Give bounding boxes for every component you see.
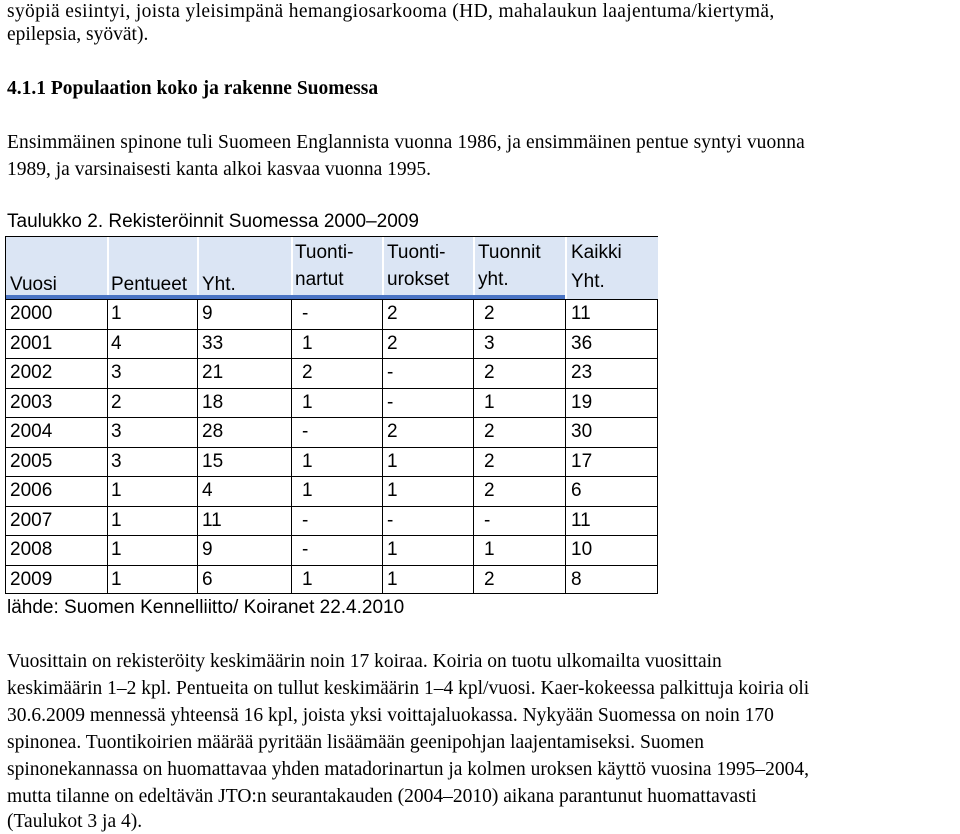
paragraph-2-line-3: 30.6.2009 mennessä yhteensä 16 kpl, joista yksi voittajaluokassa. Nykyään Suomessa on noin 170 (7, 705, 774, 726)
header-total-line2: Yht. (202, 274, 236, 295)
table-cell: 6 (571, 480, 582, 501)
table-cell: 3 (484, 332, 495, 354)
table-row (6, 476, 657, 505)
table-cell: 4 (111, 332, 122, 354)
header-all-total-line2: Yht. (571, 271, 605, 292)
table-cell: 2 (484, 362, 495, 383)
table-cell: 2000 (10, 303, 53, 324)
table-cell: 1 (111, 480, 122, 501)
table-cell: 2 (484, 303, 495, 324)
table-row (6, 299, 657, 328)
paragraph-1-line-2: 1989, ja varsinaisesti kanta alkoi kasvaa vuonna 1995. (7, 159, 432, 180)
table-cell: 1 (302, 568, 313, 590)
table-cell: 2 (484, 421, 495, 442)
table-cell: 28 (202, 421, 224, 442)
table-row (6, 358, 657, 387)
table-cell: 11 (571, 303, 591, 324)
table-cell: 2 (387, 303, 398, 324)
table-cell: 1 (302, 480, 313, 501)
table-cell: 2001 (10, 332, 53, 354)
table-cell: 2 (484, 450, 495, 472)
table-cell: 2 (484, 568, 495, 590)
table-cell: 2 (302, 362, 313, 383)
table-cell: - (302, 539, 309, 560)
header-imports-total-line1: Tuonnit (478, 242, 541, 263)
table-cell: 1 (387, 568, 398, 590)
table-cell: 9 (202, 539, 213, 560)
header-year-line2: Vuosi (10, 274, 57, 295)
table-source: lähde: Suomen Kennelliitto/ Koiranet 22.4.2010 (7, 597, 405, 618)
table-cell: 11 (571, 509, 591, 531)
table-cell: 6 (202, 568, 213, 590)
table-row (6, 535, 657, 564)
table-row (6, 447, 657, 476)
table-cell: 2 (111, 391, 122, 413)
table-cell: 21 (202, 362, 224, 383)
table-cell: 23 (571, 362, 593, 383)
paragraph-2-line-7: (Taulukot 3 ja 4). (7, 811, 143, 832)
registrations-table (5, 236, 658, 594)
header-litters-line2: Pentueet (111, 274, 188, 295)
table-cell: 15 (202, 450, 224, 472)
header-all-total-line1: Kaikki (571, 242, 622, 263)
table-cell: 2 (387, 421, 398, 442)
paragraph-2-line-5: spinonekannassa on huomattavaa yhden matadorinartun ja kolmen uroksen käyttö vuosina 1995–2004, (7, 759, 810, 780)
table-cell: 1 (302, 450, 313, 472)
table-cell: 1 (387, 450, 398, 472)
table-cell: 1 (484, 391, 495, 413)
table-cell: 30 (571, 421, 593, 442)
table-cell: - (387, 391, 394, 413)
header-import-males-line2: urokset (387, 269, 450, 290)
table-cell: 3 (111, 362, 122, 383)
table-cell: 2004 (10, 421, 53, 442)
table-cell: 1 (111, 539, 122, 560)
table-row (6, 417, 657, 446)
table-cell: 1 (484, 539, 495, 560)
table-cell: - (302, 303, 309, 324)
table-caption: Taulukko 2. Rekisteröinnit Suomessa 2000–2009 (7, 211, 419, 232)
intro-line-2: epilepsia, syövät). (7, 24, 149, 45)
header-import-females-line1: Tuonti- (295, 242, 354, 263)
header-imports-total-line2: yht. (478, 269, 509, 290)
table-cell: 1 (302, 332, 313, 354)
table-cell: 11 (202, 509, 222, 531)
paragraph-1-line-1: Ensimmäinen spinone tuli Suomeen Englannista vuonna 1986, ja ensimmäinen pentue syntyi vuonna (7, 132, 805, 153)
table-cell: 3 (111, 450, 122, 472)
table-cell: 2006 (10, 480, 53, 501)
table-cell: 10 (571, 539, 593, 560)
table-cell: 4 (202, 480, 213, 501)
intro-line-1: syöpiä esiintyi, joista yleisimpänä hemangiosarkooma (HD, mahalaukun laajentuma/kiertymä, (7, 1, 775, 22)
paragraph-2-line-1: Vuosittain on rekisteröity keskimäärin noin 17 koiraa. Koiria on tuotu ulkomailta vuosittain (7, 651, 722, 672)
table-cell: 2 (484, 480, 495, 501)
table-cell: 2003 (10, 391, 53, 413)
table-cell: 2005 (10, 450, 53, 472)
paragraph-2-line-4: spinonea. Tuontikoirien määrää pyritään lisäämään geenipohjan laajentamiseksi. Suomen (7, 732, 704, 753)
table-cell: 2002 (10, 362, 53, 383)
table-cell: - (302, 509, 309, 531)
table-cell: 9 (202, 303, 213, 324)
table-cell: 2 (387, 332, 398, 354)
header-import-males-line1: Tuonti- (387, 242, 446, 263)
section-heading: 4.1.1 Populaation koko ja rakenne Suomessa (7, 78, 379, 99)
table-cell: 1 (387, 480, 398, 501)
table-cell: 1 (111, 303, 122, 324)
table-cell: 8 (571, 568, 582, 590)
table-row (6, 388, 657, 417)
table-cell: 2009 (10, 568, 53, 590)
table-cell: - (484, 509, 491, 531)
table-cell: - (387, 509, 394, 531)
table-cell: 18 (202, 391, 224, 413)
table-cell: 1 (387, 539, 398, 560)
table-cell: 1 (111, 509, 122, 531)
table-cell: 1 (302, 391, 313, 413)
table-cell: 19 (571, 391, 593, 413)
table-cell: 2008 (10, 539, 53, 560)
table-row (6, 565, 657, 594)
table-cell: 3 (111, 421, 122, 442)
table-cell: 33 (202, 332, 224, 354)
header-import-females-line2: nartut (295, 269, 344, 290)
table-row (6, 506, 657, 535)
table-cell: - (302, 421, 309, 442)
paragraph-2-line-6: mutta tilanne on edeltävän JTO:n seurantakauden (2004–2010) aikana parantunut huomattavasti (7, 786, 757, 807)
table-cell: 36 (571, 332, 593, 354)
table-row (6, 329, 657, 358)
paragraph-2-line-2: keskimäärin 1–2 kpl. Pentueita on tullut keskimäärin 1–4 kpl/vuosi. Kaer-kokeessa palkittuja koiria oli (7, 678, 810, 699)
table-cell: 1 (111, 568, 122, 590)
table-cell: 17 (571, 450, 593, 472)
table-cell: 2007 (10, 509, 53, 531)
table-cell: - (387, 362, 394, 383)
